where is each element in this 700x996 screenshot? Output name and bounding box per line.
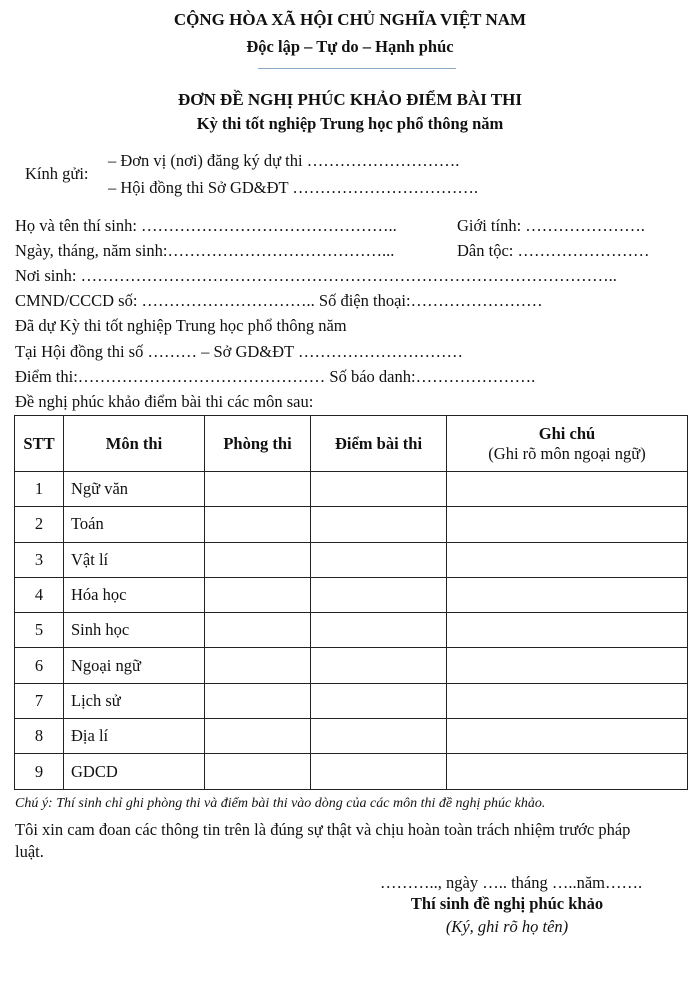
cell-room[interactable] [205, 613, 311, 648]
cell-room[interactable] [205, 683, 311, 718]
row-subject: Hóa học [64, 577, 205, 612]
cell-notes[interactable] [447, 542, 688, 577]
header-room: Phòng thi [205, 416, 311, 472]
row-number: 2 [15, 507, 64, 542]
table-row [15, 577, 688, 612]
cell-room[interactable] [205, 472, 311, 507]
cell-score[interactable] [311, 754, 447, 789]
cell-score[interactable] [311, 542, 447, 577]
cell-room[interactable] [205, 754, 311, 789]
row-number: 8 [15, 719, 64, 754]
field-date-of-birth: Ngày, tháng, năm sinh:…………………………………... [15, 241, 395, 260]
table-row [15, 507, 688, 542]
field-full-name: Họ và tên thí sinh: ……………………………………….. [15, 216, 397, 235]
date-line: ……….., ngày ….. tháng …..năm……. [380, 873, 643, 892]
table-row [15, 613, 688, 648]
row-number: 6 [15, 648, 64, 683]
recipient-council: – Hội đồng thi Sở GD&ĐT ……………………………. [108, 178, 479, 197]
cell-room[interactable] [205, 648, 311, 683]
header-subject: Môn thi [64, 416, 205, 472]
cell-notes[interactable] [447, 719, 688, 754]
header-notes-title: Ghi chú [538, 423, 596, 443]
cell-score[interactable] [311, 577, 447, 612]
row-subject: Ngữ văn [64, 472, 205, 507]
table-header-row [15, 416, 688, 472]
header-notes-hint: (Ghi rõ môn ngoại ngữ) [488, 443, 646, 463]
subjects-table [14, 415, 688, 790]
field-exam-site: Điểm thi:……………………………………… Số báo danh:…………………. [15, 367, 536, 386]
signer-hint: (Ký, ghi rõ họ tên) [445, 917, 569, 936]
national-motto: Độc lập – Tự do – Hạnh phúc [246, 37, 454, 56]
cell-score[interactable] [311, 613, 447, 648]
field-request-intro: Đề nghị phúc khảo điểm bài thi các môn sau: [15, 392, 314, 411]
cell-score[interactable] [311, 719, 447, 754]
row-number: 4 [15, 577, 64, 612]
motto-underline [258, 68, 456, 69]
pledge-text-line1: Tôi xin cam đoan các thông tin trên là đúng sự thật và chịu hoàn toàn trách nhiệm trước pháp [15, 820, 631, 839]
row-subject: Toán [64, 507, 205, 542]
cell-notes[interactable] [447, 648, 688, 683]
row-subject: Vật lí [64, 542, 205, 577]
cell-room[interactable] [205, 507, 311, 542]
row-number: 1 [15, 472, 64, 507]
row-subject: Lịch sử [64, 683, 205, 718]
header-stt: STT [15, 416, 64, 472]
pledge-text-line2: luật. [15, 842, 44, 861]
cell-notes[interactable] [447, 472, 688, 507]
table-row [15, 754, 688, 789]
cell-score[interactable] [311, 648, 447, 683]
national-title: CỘNG HÒA XÃ HỘI CHỦ NGHĨA VIỆT NAM [173, 10, 527, 29]
cell-notes[interactable] [447, 754, 688, 789]
cell-room[interactable] [205, 719, 311, 754]
row-subject: Sinh học [64, 613, 205, 648]
table-row [15, 648, 688, 683]
field-exam-year: Đã dự Kỳ thi tốt nghiệp Trung học phổ thông năm [15, 316, 347, 335]
row-number: 5 [15, 613, 64, 648]
row-subject: Địa lí [64, 719, 205, 754]
instruction-note: Chú ý: Thí sinh chỉ ghi phòng thi và điểm bài thi vào dòng của các môn thi đề nghị phúc khảo. [15, 796, 546, 811]
field-place-of-birth: Nơi sinh: …………………………………………………………………………………….. [15, 266, 617, 285]
field-id-phone: CMND/CCCD số: ………………………….. Số điện thoại:…………………… [15, 291, 543, 310]
cell-notes[interactable] [447, 683, 688, 718]
cell-notes[interactable] [447, 613, 688, 648]
form-subtitle: Kỳ thi tốt nghiệp Trung học phổ thông năm [196, 114, 504, 133]
cell-notes[interactable] [447, 577, 688, 612]
recipient-label: Kính gửi: [25, 164, 89, 183]
signer-title: Thí sinh đề nghị phúc khảo [410, 894, 604, 913]
form-title: ĐƠN ĐỀ NGHỊ PHÚC KHẢO ĐIỂM BÀI THI [178, 90, 522, 109]
field-council: Tại Hội đồng thi số ……… – Sở GD&ĐT ………………………… [15, 342, 463, 361]
recipient-unit: – Đơn vị (nơi) đăng ký dự thi ………………………. [108, 151, 460, 170]
header-notes [447, 416, 688, 472]
cell-notes[interactable] [447, 507, 688, 542]
cell-score[interactable] [311, 683, 447, 718]
table-row [15, 542, 688, 577]
field-gender: Giới tính: …………………. [457, 216, 645, 235]
header-score: Điểm bài thi [311, 416, 447, 472]
row-number: 3 [15, 542, 64, 577]
field-ethnicity: Dân tộc: …………………… [457, 241, 650, 260]
cell-room[interactable] [205, 542, 311, 577]
row-number: 7 [15, 683, 64, 718]
table-row [15, 719, 688, 754]
table-row [15, 472, 688, 507]
row-number: 9 [15, 754, 64, 789]
cell-score[interactable] [311, 507, 447, 542]
cell-room[interactable] [205, 577, 311, 612]
cell-score[interactable] [311, 472, 447, 507]
row-subject: Ngoại ngữ [64, 648, 205, 683]
table-row [15, 683, 688, 718]
row-subject: GDCD [64, 754, 205, 789]
